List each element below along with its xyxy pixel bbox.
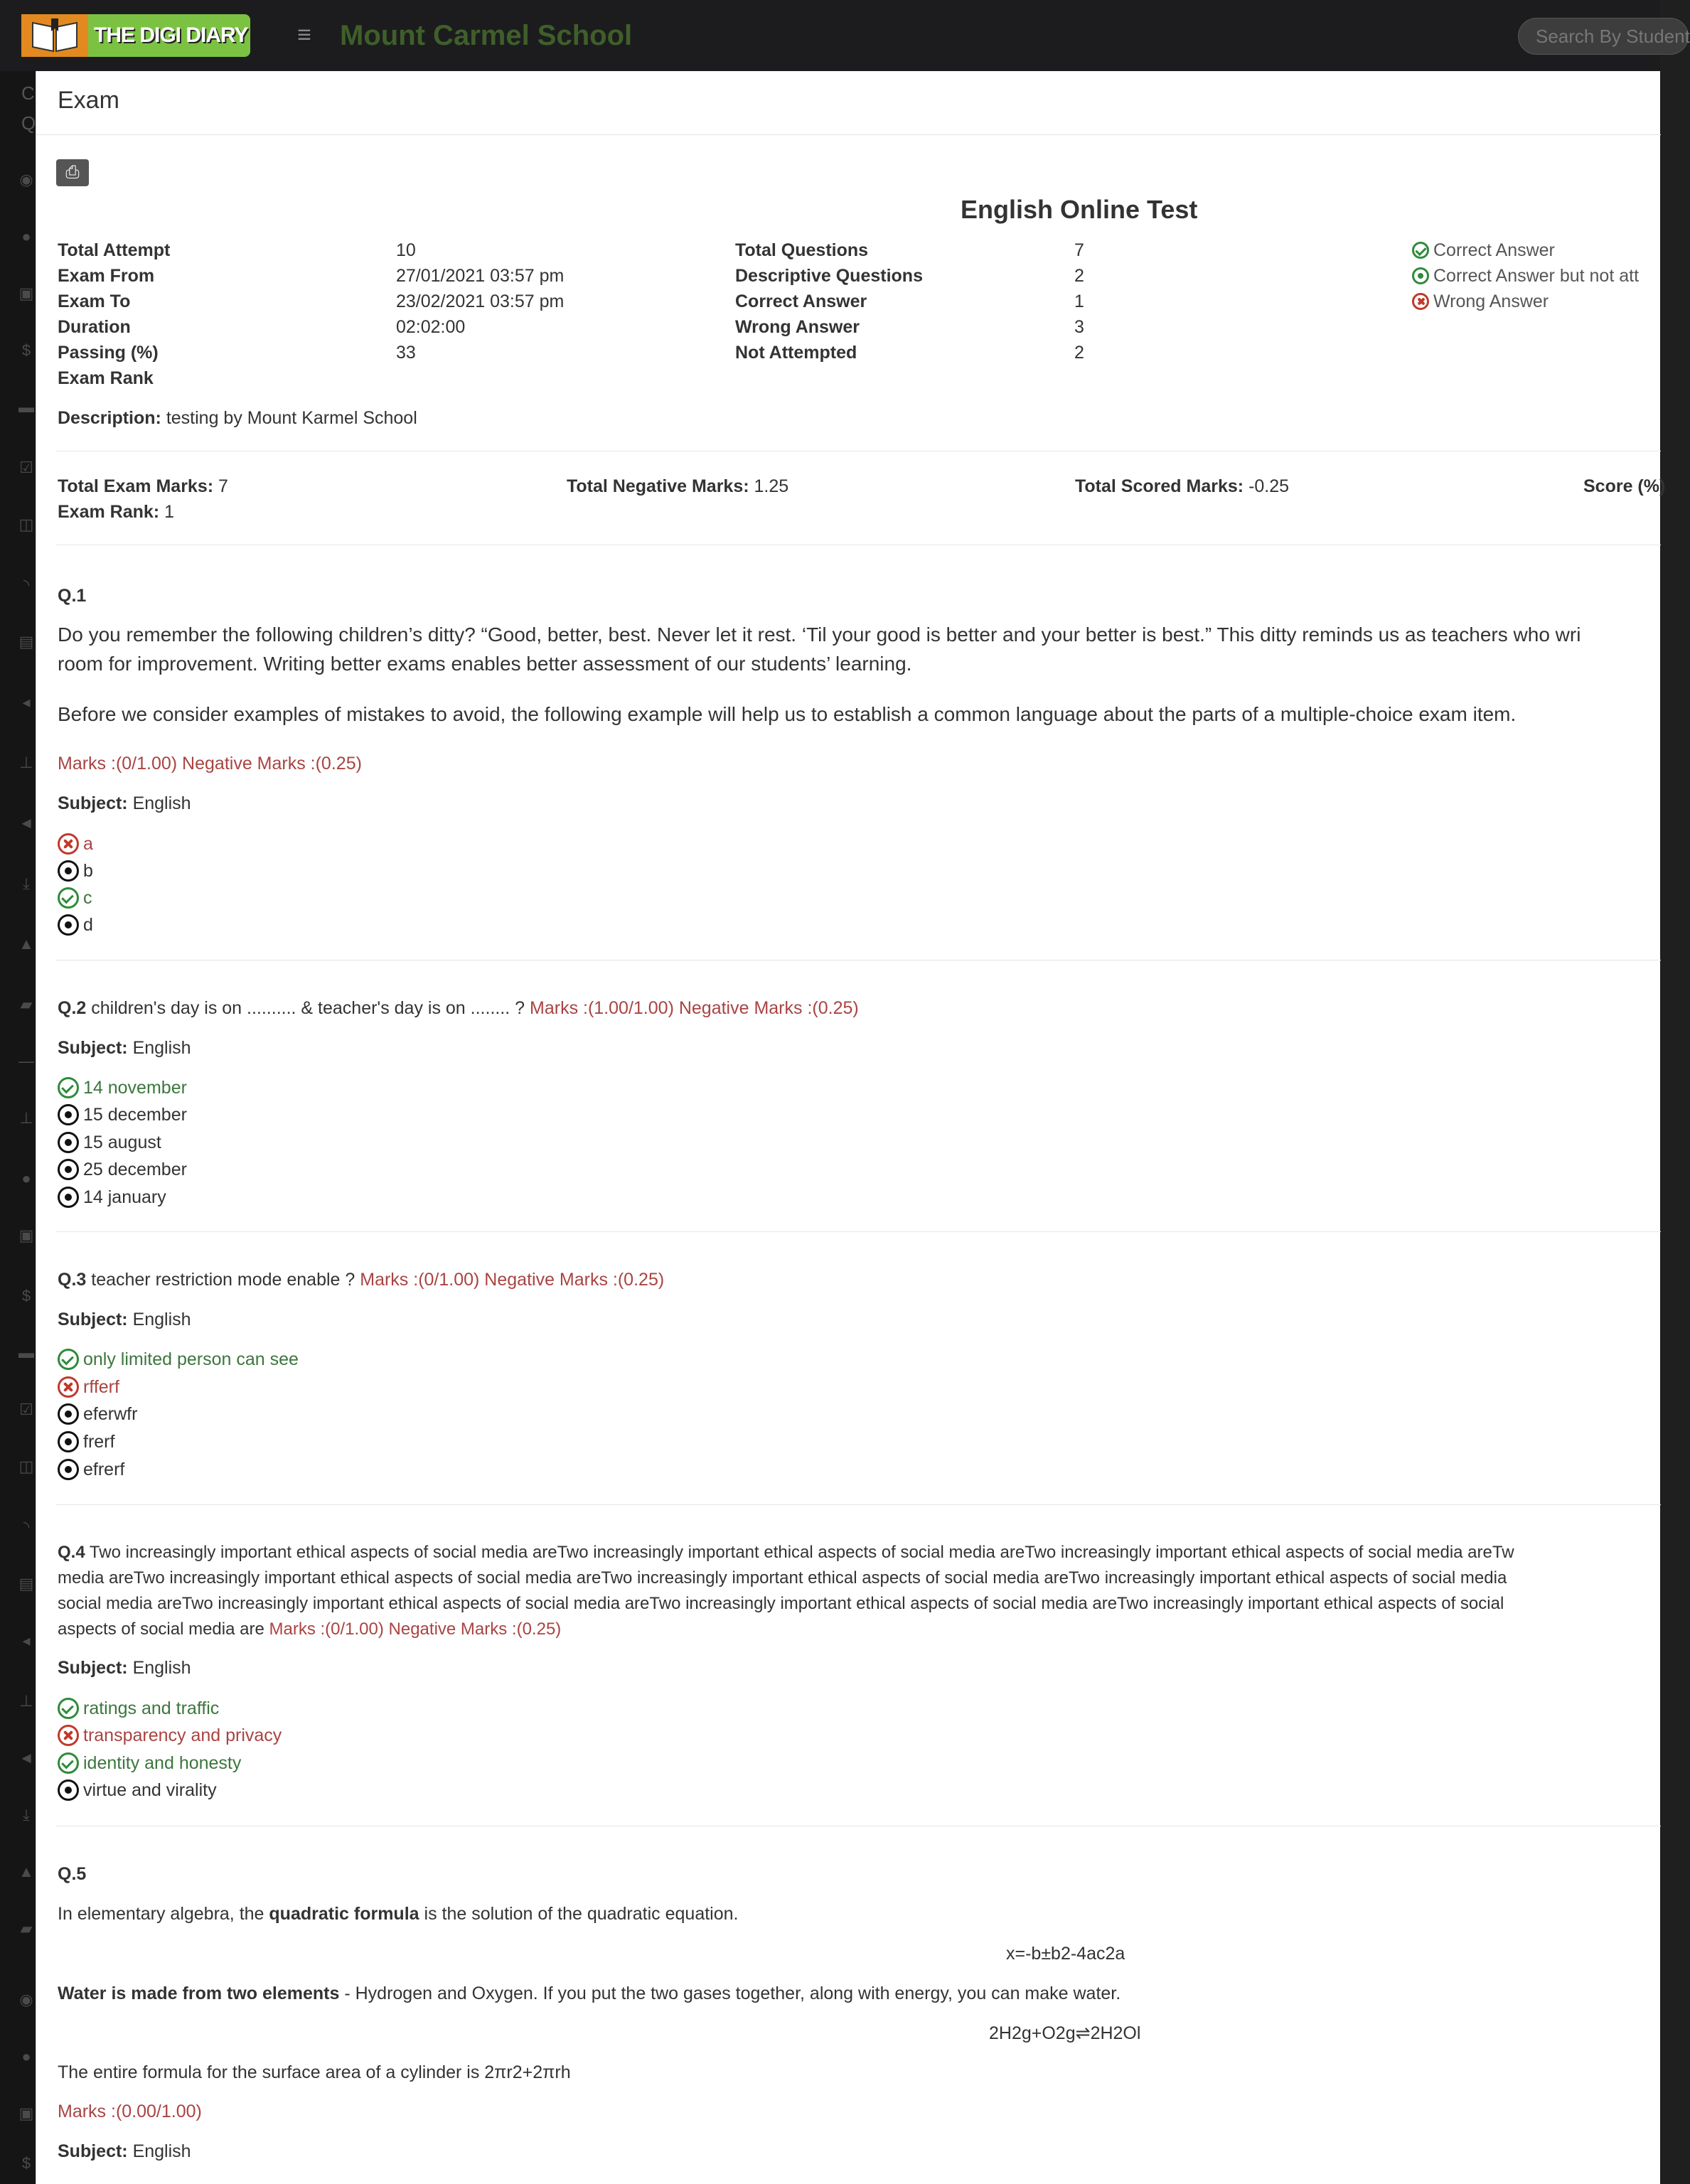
user-icon[interactable]: ● [21, 228, 31, 245]
summary-label: Total Scored Marks: [1075, 476, 1244, 496]
dot-circle-icon [58, 1403, 79, 1425]
question-text [58, 1540, 1514, 1565]
list-icon[interactable]: ▤ [18, 633, 34, 651]
question-subject [58, 2138, 191, 2164]
check-circle-icon [58, 1349, 79, 1370]
dot-circle-icon [58, 1132, 79, 1153]
info-label: Not Attempted [735, 343, 857, 363]
info-value: 7 [1074, 240, 1084, 260]
credit-card-icon[interactable]: ▬ [18, 398, 34, 416]
dot-circle-icon [1412, 267, 1429, 284]
question-marks: Marks :(1.00/1.00) Negative Marks :(0.25) [530, 998, 859, 1018]
total-scored-marks [1075, 473, 1289, 499]
question-text-part: - Hydrogen and Oxygen. If you put the two gases together, along with energy, you can make water. [339, 1984, 1121, 2003]
question-text-part: In elementary algebra, the [58, 1904, 269, 1924]
q1-number: Q.1 [58, 586, 87, 606]
description-label: Description: [58, 408, 161, 428]
graduation-cap-icon[interactable]: ◉ [19, 171, 33, 188]
flask-icon[interactable]: ▲ [18, 935, 34, 953]
question-text [58, 1617, 561, 1642]
legend-label: Correct Answer [1433, 240, 1555, 260]
book-logo-icon [21, 14, 88, 57]
exam-modal [36, 71, 1666, 2184]
q5-number: Q.5 [58, 1864, 87, 1884]
total-exam-marks [58, 473, 228, 499]
summary-label: Total Negative Marks: [567, 476, 749, 496]
check-circle-icon [58, 1077, 79, 1098]
option-label: b [83, 861, 93, 881]
download-icon[interactable]: ⤓ [23, 874, 30, 892]
summary-label: Score (%) [1583, 476, 1666, 496]
search-input[interactable]: Search By Student [1518, 18, 1689, 55]
subject-label: Subject: [58, 1310, 128, 1329]
answer-option [58, 1695, 219, 1722]
info-label: Exam Rank [58, 368, 154, 388]
formula: 2H2g+O2g⇌2H2Ol [989, 2023, 1141, 2043]
subject-label: Subject: [58, 2141, 128, 2161]
info-label: Correct Answer [735, 291, 867, 311]
dollar-icon[interactable]: $ [21, 2154, 31, 2172]
info-label: Total Attempt [58, 240, 171, 260]
check-circle-icon [58, 1752, 79, 1774]
dot-circle-icon [58, 1459, 79, 1480]
sidebar-label-partial: C [21, 82, 35, 104]
flask-icon[interactable]: ▲ [18, 1863, 34, 1880]
answer-option [58, 1184, 166, 1211]
summary-label: Total Exam Marks: [58, 476, 214, 496]
option-label: 14 january [83, 1187, 166, 1207]
question-marks: Marks :(0/1.00) Negative Marks :(0.25) [269, 1620, 562, 1639]
dollar-icon[interactable]: $ [21, 1287, 31, 1305]
money-icon[interactable]: ▣ [18, 2104, 34, 2122]
option-label: frerf [83, 1432, 115, 1452]
question-text: Before we consider examples of mistakes to avoid, the following example will help us to establish a common language about the parts of a multiple-choice exam item. [58, 703, 1517, 725]
exam-rank [58, 499, 174, 525]
book-icon[interactable]: ◫ [18, 515, 34, 533]
formula: x=-b±b2-4ac2a [1006, 1944, 1125, 1964]
option-label: identity and honesty [83, 1753, 242, 1773]
question-marks: Marks :(0.00/1.00) [58, 2102, 202, 2121]
calendar-check-icon[interactable]: ☑ [19, 1401, 33, 1418]
answer-option [58, 857, 93, 884]
dot-circle-icon [58, 1104, 79, 1125]
question-text: Do you remember the following children’s ditty? “Good, better, best. Never let it rest. ‘Til your good is better and your better is best.” This ditty reminds us as teachers who wri [58, 623, 1581, 646]
info-label: Wrong Answer [735, 317, 860, 337]
info-value: 2 [1074, 343, 1084, 363]
question-number [58, 583, 86, 609]
user-icon[interactable]: ● [21, 1169, 31, 1187]
bullhorn-icon[interactable]: ◄ [18, 1749, 34, 1767]
app-logo[interactable] [21, 14, 250, 57]
test-title: English Online Test [961, 195, 1198, 224]
list-icon[interactable]: ▤ [18, 1575, 34, 1592]
question-header [58, 995, 859, 1021]
send-icon[interactable]: ◂ [22, 1632, 31, 1649]
option-label: a [83, 834, 93, 854]
hamburger-menu-icon[interactable]: ≡ [297, 21, 311, 48]
subject-label: Subject: [58, 793, 128, 813]
dot-circle-icon [58, 1779, 79, 1801]
info-value: 23/02/2021 03:57 pm [396, 291, 565, 311]
info-value: 27/01/2021 03:57 pm [396, 266, 565, 286]
question-text-bold: Water is made from two elements [58, 1984, 340, 2003]
answer-option [58, 1401, 137, 1428]
sitemap-icon[interactable]: ⊥ [19, 1692, 33, 1710]
info-value: 33 [396, 343, 416, 363]
check-circle-icon [58, 887, 79, 909]
question-subject [58, 1655, 191, 1681]
question-text: room for improvement. Writing better exams enables better assessment of our students’ learning. [58, 653, 912, 675]
info-value: 02:02:00 [396, 317, 466, 337]
print-button[interactable] [56, 159, 89, 186]
answer-option [58, 1456, 124, 1483]
question-subject [58, 791, 191, 816]
credit-card-icon[interactable]: ▬ [18, 1344, 34, 1361]
exam-description [58, 405, 417, 431]
dollar-icon[interactable]: $ [21, 341, 31, 359]
exam-info-mid [735, 237, 923, 365]
question-number [58, 1861, 86, 1887]
times-circle-icon [58, 1376, 79, 1398]
answer-option [58, 911, 93, 938]
option-label: virtue and virality [83, 1780, 217, 1800]
modal-header [36, 71, 1661, 135]
divider [56, 1231, 1661, 1232]
logo-text: THE DIGI DIARY [94, 23, 248, 47]
divider [56, 1504, 1661, 1505]
send-icon[interactable]: ◂ [22, 693, 31, 711]
modal-title: Exam [58, 87, 119, 114]
q2-number: Q.2 [58, 998, 87, 1018]
dot-circle-icon [58, 1431, 79, 1452]
option-label: transparency and privacy [83, 1725, 282, 1745]
legend-label: Correct Answer but not att [1433, 266, 1640, 286]
exam-info-mid-values [1074, 237, 1084, 365]
info-value: 10 [396, 240, 416, 260]
book-icon[interactable]: ◫ [18, 1457, 34, 1475]
q4-number: Q.4 [58, 1543, 85, 1562]
exam-info-left [58, 237, 170, 391]
check-circle-icon [58, 1698, 79, 1719]
info-label: Duration [58, 317, 131, 337]
sidebar-label-partial: Q [21, 112, 36, 134]
answer-option [58, 1074, 187, 1101]
sitemap-icon[interactable]: ⊥ [19, 754, 33, 771]
question-text [58, 1981, 1121, 2006]
info-value: 3 [1074, 317, 1084, 337]
graduation-cap-icon[interactable]: ◉ [19, 1991, 33, 2008]
sitemap-icon[interactable]: ⊥ [19, 1109, 33, 1127]
dot-circle-icon [58, 1159, 79, 1180]
question-marks: Marks :(0/1.00) Negative Marks :(0.25) [360, 1270, 665, 1290]
subject-value: English [132, 793, 191, 813]
score-percent [1583, 473, 1665, 499]
option-label: efrerf [83, 1460, 125, 1479]
dot-circle-icon [58, 914, 79, 936]
question-subject [58, 1035, 191, 1061]
question-subject [58, 1307, 191, 1332]
dot-circle-icon [58, 860, 79, 882]
answer-option [58, 1374, 119, 1401]
option-label: 14 november [83, 1078, 187, 1098]
question-text: children's day is on .......... & teacher's day is on ........ ? [91, 998, 525, 1018]
calendar-check-icon[interactable]: ☑ [19, 459, 33, 476]
legend-label: Wrong Answer [1433, 291, 1549, 311]
subject-value: English [132, 1038, 191, 1058]
bookmark-icon[interactable]: ▰ [20, 995, 33, 1013]
answer-option [58, 1777, 217, 1804]
legend-correct [1412, 237, 1555, 263]
question-text-line: Two increasingly important ethical aspects of social media areTwo increasingly important ethical aspects of social media areTwo increasingly important ethical aspects of social media areTw [89, 1543, 1514, 1562]
option-label: eferwfr [83, 1404, 138, 1424]
user-icon[interactable]: ● [21, 2048, 31, 2065]
sidebar [0, 71, 36, 2184]
top-navbar [0, 0, 1690, 71]
question-text-line: aspects of social media are [58, 1620, 264, 1639]
question-text [58, 1901, 738, 1927]
rss-icon[interactable]: ◝ [23, 1518, 30, 1536]
times-circle-icon [58, 833, 79, 855]
times-circle-icon [58, 1725, 79, 1746]
option-label: 15 december [83, 1105, 187, 1125]
info-label: Exam From [58, 266, 155, 286]
option-label: 15 august [83, 1133, 161, 1152]
question-text-part: is the solution of the quadratic equation. [419, 1904, 739, 1924]
subject-value: English [132, 1658, 191, 1678]
legend-correct-not-attempted [1412, 263, 1639, 289]
info-label: Passing (%) [58, 343, 159, 363]
info-label: Total Questions [735, 240, 869, 260]
question-marks: Marks :(0/1.00) Negative Marks :(0.25) [58, 754, 362, 774]
question-text-line: social media areTwo increasingly important ethical aspects of social media areTwo increasingly important ethical aspects of social media areTwo increasingly important ethical aspects of social [58, 1594, 1504, 1613]
road-icon[interactable]: — [18, 1052, 34, 1070]
subject-value: English [132, 1310, 191, 1329]
answer-option [58, 1101, 187, 1128]
option-label: only limited person can see [83, 1349, 299, 1369]
info-label: Descriptive Questions [735, 266, 923, 286]
summary-value: 1 [164, 502, 174, 522]
summary-label: Exam Rank: [58, 502, 160, 522]
answer-option [58, 884, 92, 911]
bullhorn-icon[interactable]: ◄ [18, 814, 34, 832]
print-icon: ⎙ [65, 163, 80, 182]
bookmark-icon[interactable]: ▰ [20, 1920, 33, 1937]
subject-value: English [132, 2141, 191, 2161]
dot-circle-icon [58, 1187, 79, 1208]
total-negative-marks [567, 473, 788, 499]
question-text-bold: quadratic formula [269, 1904, 419, 1924]
option-label: c [83, 888, 92, 908]
option-label: rfferf [83, 1377, 119, 1397]
school-name: Mount Carmel School [340, 20, 633, 51]
summary-value: 7 [218, 476, 228, 496]
answer-option [58, 1722, 282, 1749]
option-label: d [83, 915, 93, 935]
summary-value: 1.25 [754, 476, 789, 496]
check-circle-icon [1412, 242, 1429, 259]
option-label: ratings and traffic [83, 1698, 220, 1718]
rss-icon[interactable]: ◝ [23, 576, 30, 594]
info-label: Exam To [58, 291, 131, 311]
times-circle-icon [1412, 293, 1429, 310]
answer-option [58, 1750, 241, 1777]
summary-value: -0.25 [1248, 476, 1290, 496]
question-text: teacher restriction mode enable ? [91, 1270, 355, 1290]
info-value: 2 [1074, 266, 1084, 286]
description-value: testing by Mount Karmel School [166, 408, 417, 428]
subject-label: Subject: [58, 1038, 128, 1058]
legend-wrong [1412, 289, 1549, 314]
exam-info-left-values [396, 237, 564, 365]
option-label: 25 december [83, 1160, 187, 1179]
answer-option [58, 1156, 187, 1183]
money-icon[interactable]: ▣ [18, 284, 34, 302]
answer-option [58, 1129, 161, 1156]
question-text: The entire formula for the surface area of a cylinder is 2πr2+2πrh [58, 2062, 571, 2082]
subject-label: Subject: [58, 1658, 128, 1678]
info-value: 1 [1074, 291, 1084, 311]
q3-number: Q.3 [58, 1270, 87, 1290]
download-icon[interactable]: ⤓ [23, 1806, 30, 1824]
answer-option [58, 1346, 299, 1373]
money-icon[interactable]: ▣ [18, 1226, 34, 1244]
question-text-line: media areTwo increasingly important ethical aspects of social media areTwo increasingly important ethical aspects of social media areTwo increasingly important ethical aspects of social media [58, 1568, 1507, 1588]
answer-option [58, 1428, 114, 1455]
question-header [58, 1267, 664, 1292]
answer-option [58, 830, 93, 857]
